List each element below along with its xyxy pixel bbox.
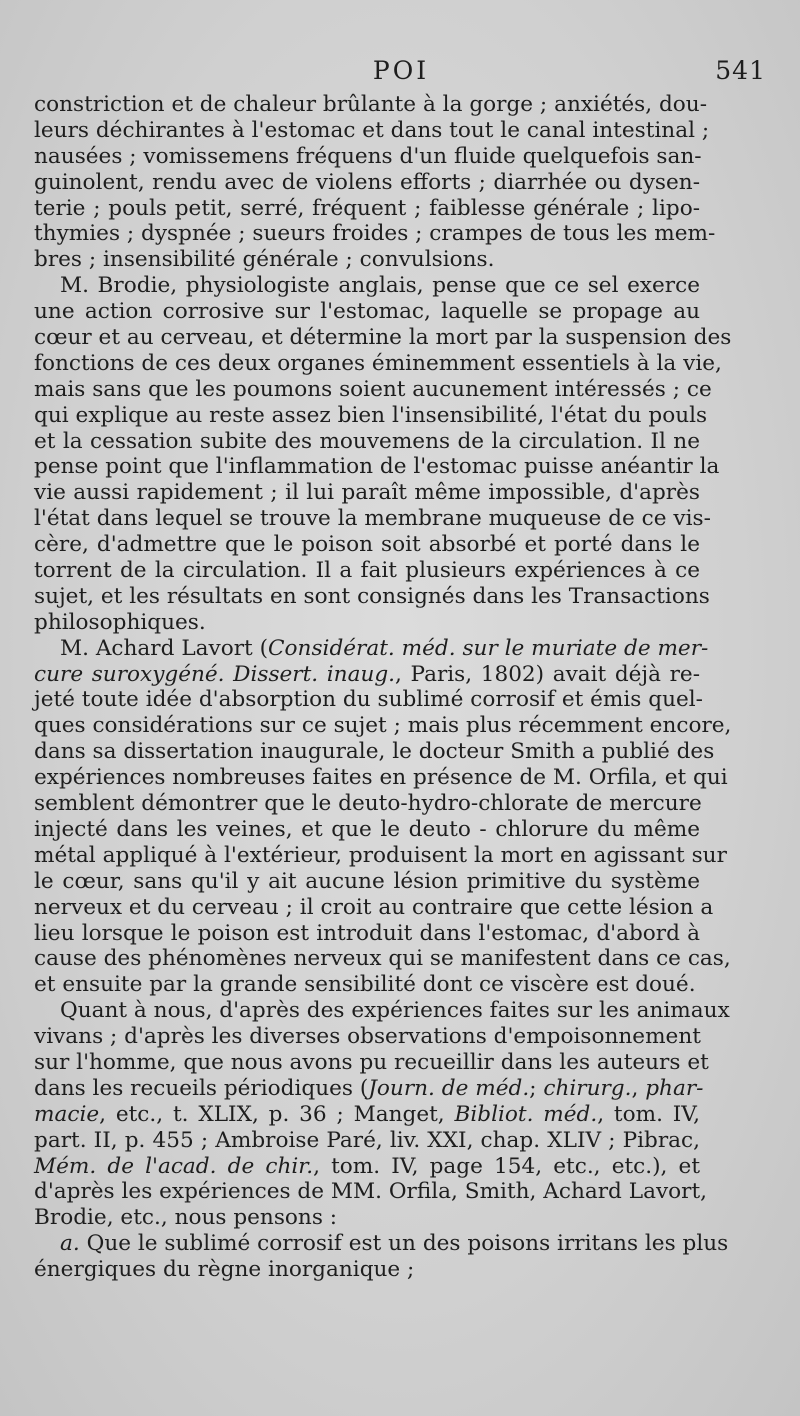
- italic-segment: macie: [34, 1101, 100, 1127]
- text-line: [34, 1231, 729, 1257]
- text-line: mais sans que les poumons soient aucunement intéressés ; ce: [34, 376, 712, 402]
- text-segment: Que le sublimé corrosif est un des poisons irritans les plus: [79, 1231, 729, 1257]
- text-line: et la cessation subite des mouvemens de la circulation. Il ne: [34, 428, 700, 454]
- text-line: torrent de la circulation. Il a fait plusieurs expériences à ce: [34, 558, 700, 584]
- italic-segment: Mém. de l'acad. de chir.: [34, 1153, 314, 1179]
- italic-segment: chirurg.: [543, 1075, 632, 1101]
- page-number: 541: [715, 56, 766, 85]
- text-line: terie ; pouls petit, serré, fréquent ; faiblesse générale ; lipo-: [34, 195, 700, 221]
- text-line: d'après les expériences de MM. Orfila, Smith, Achard Lavort,: [34, 1179, 708, 1205]
- text-line: et ensuite par la grande sensibilité dont ce viscère est doué.: [34, 972, 696, 998]
- text-segment: ,: [631, 1075, 646, 1101]
- body-text: [34, 92, 732, 1283]
- italic-segment: Journ. de méd.: [368, 1075, 530, 1101]
- text-line: injecté dans les veines, et que le deuto - chlorure du même: [34, 816, 700, 842]
- text-line: jeté toute idée d'absorption du sublimé corrosif et émis quel-: [34, 687, 703, 713]
- text-line: expériences nombreuses faites en présence de M. Orfila, et qui: [34, 765, 728, 791]
- text-line: cœur et au cerveau, et détermine la mort par la suspension des: [34, 325, 732, 351]
- text-segment: , etc., t. XLIX, p. 36 ; Manget,: [99, 1101, 455, 1127]
- italic-segment: cure suroxygéné. Dissert. inaug.: [34, 661, 396, 687]
- text-line: guinolent, rendu avec de violens efforts ; diarrhée ou dysen-: [34, 169, 700, 195]
- text-line: Brodie, etc., nous pensons :: [34, 1205, 338, 1231]
- page-header: [36, 56, 766, 92]
- text-line: sur l'homme, que nous avons pu recueillir dans les auteurs et: [34, 1049, 709, 1075]
- text-line: vie aussi rapidement ; il lui paraît même impossible, d'après: [34, 480, 700, 506]
- text-line: leurs déchirantes à l'estomac et dans tout le canal intestinal ;: [34, 117, 710, 143]
- text-line: Quant à nous, d'après des expériences faites sur les animaux: [60, 998, 730, 1024]
- text-line: qui explique au reste assez bien l'insensibilité, l'état du pouls: [34, 402, 708, 428]
- italic-segment: a.: [60, 1231, 80, 1257]
- running-title: POI: [372, 56, 430, 85]
- italic-segment: Bibliot. méd.: [454, 1101, 598, 1127]
- text-line: dans sa dissertation inaugurale, le docteur Smith a publié des: [34, 739, 715, 765]
- text-line: cère, d'admettre que le poison soit absorbé et porté dans le: [34, 532, 700, 558]
- italic-segment: Considérat. méd. sur le muriate de mer-: [268, 635, 709, 661]
- text-line: lieu lorsque le poison est introduit dans l'estomac, d'abord à: [34, 920, 700, 946]
- text-line: métal appliqué à l'extérieur, produisent la mort en agissant sur: [34, 842, 727, 868]
- text-line: ques considérations sur ce sujet ; mais plus récemment encore,: [34, 713, 732, 739]
- text-line: nausées ; vomissemens fréquens d'un fluide quelquefois san-: [34, 143, 702, 169]
- text-line: le cœur, sans qu'il y ait aucune lésion primitive du système: [34, 868, 700, 894]
- text-segment: , tom. IV,: [597, 1101, 700, 1127]
- text-segment: ;: [529, 1075, 544, 1101]
- text-line: cause des phénomènes nerveux qui se manifestent dans ce cas,: [34, 946, 731, 972]
- text-line: part. II, p. 455 ; Ambroise Paré, liv. XXI, chap. XLIV ; Pibrac,: [34, 1127, 700, 1153]
- text-segment: M. Achard Lavort (: [60, 635, 269, 661]
- text-line: vivans ; d'après les diverses observations d'empoisonnement: [34, 1024, 701, 1050]
- text-line: [34, 635, 709, 662]
- text-line: énergiques du règne inorganique ;: [34, 1257, 415, 1283]
- text-line: thymies ; dyspnée ; sueurs froides ; crampes de tous les mem-: [34, 221, 716, 247]
- italic-segment: phar-: [645, 1075, 704, 1101]
- text-segment: , tom. IV, page 154, etc., etc.), et: [313, 1153, 700, 1179]
- text-line: l'état dans lequel se trouve la membrane muqueuse de ce vis-: [34, 506, 711, 532]
- text-line: fonctions de ces deux organes éminemment essentiels à la vie,: [34, 350, 722, 376]
- text-line: [34, 662, 700, 688]
- text-line: M. Brodie, physiologiste anglais, pense que ce sel exerce: [60, 273, 700, 299]
- text-segment: , Paris, 1802) avait déjà re-: [395, 661, 700, 687]
- text-line: une action corrosive sur l'estomac, laquelle se propage au: [34, 299, 700, 325]
- text-segment: dans les recueils périodiques (: [34, 1075, 369, 1101]
- text-line: [34, 1075, 704, 1102]
- text-line: [34, 1102, 700, 1128]
- text-line: constriction et de chaleur brûlante à la gorge ; anxiétés, dou-: [34, 92, 708, 117]
- text-line: pense point que l'inflammation de l'estomac puisse anéantir la: [34, 454, 720, 480]
- text-line: sujet, et les résultats en sont consignés dans les Transactions: [34, 583, 710, 609]
- text-line: nerveux et du cerveau ; il croit au contraire que cette lésion a: [34, 894, 714, 920]
- text-line: bres ; insensibilité générale ; convulsions.: [34, 247, 495, 273]
- text-line: semblent démontrer que le deuto-hydro-chlorate de mercure: [34, 791, 702, 817]
- text-line: philosophiques.: [34, 609, 206, 635]
- text-line: [34, 1154, 700, 1180]
